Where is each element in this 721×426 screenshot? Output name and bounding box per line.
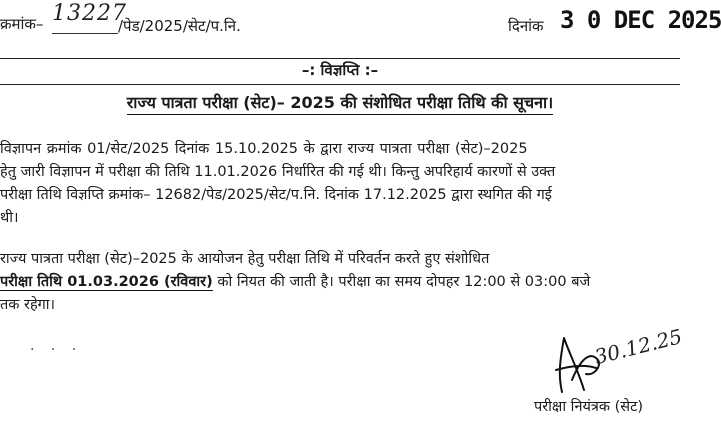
paragraph-1-line: परीक्षा तिथि विज्ञप्ति क्रमांक– 12682/पेड/2025/सेट/प.नि. दिनांक 17.12.2025 द्वारा स्थगित की गई bbox=[0, 187, 552, 203]
heading-bottom-rule bbox=[0, 84, 680, 85]
revised-exam-date: परीक्षा तिथि 01.03.2026 (रविवार) bbox=[0, 274, 213, 290]
reference-suffix: /पेड/2025/सेट/प.नि. bbox=[118, 17, 241, 35]
date-label: दिनांक bbox=[508, 17, 544, 35]
reference-prefix: क्रमांक– bbox=[0, 15, 44, 33]
paragraph-1-line: विज्ञापन क्रमांक 01/सेट/2025 दिनांक 15.10.2025 के द्वारा राज्य पात्रता परीक्षा (सेट)–2025 bbox=[0, 141, 528, 157]
stray-marks: . . . bbox=[30, 338, 83, 354]
date-stamp: 3 0 DEC 2025 bbox=[560, 6, 721, 34]
notice-heading: –: विज्ञप्ति :– bbox=[301, 61, 379, 79]
exam-time-text: को नियत की जाती है। परीक्षा का समय दोपहर 12:00 से 03:00 बजे bbox=[212, 274, 591, 290]
signatory-title: परीक्षा नियंत्रक (सेट) bbox=[534, 399, 644, 415]
paragraph-2 bbox=[0, 248, 676, 317]
subject-line bbox=[0, 91, 680, 113]
paragraph-2-line: राज्य पात्रता परीक्षा (सेट)–2025 के आयोजन हेतु परीक्षा तिथि में परिवर्तन करते हुए संशोधित bbox=[0, 251, 490, 267]
reference-number bbox=[0, 14, 43, 34]
reference-blank-line bbox=[52, 33, 118, 34]
paragraph-2-line bbox=[0, 271, 676, 294]
signature-date: 30.12.25 bbox=[592, 324, 685, 369]
subject-text: राज्य पात्रता परीक्षा (सेट)– 2025 की संशोधित परीक्षा तिथि की सूचना। bbox=[127, 93, 553, 115]
paragraph-1-line: हेतु जारी विज्ञापन में परीक्षा की तिथि 11.01.2026 निर्धारित की गई थी। किन्तु अपरिहार्य कारणों से उक्त bbox=[0, 164, 556, 180]
heading-top-rule bbox=[0, 58, 680, 59]
paragraph-1 bbox=[0, 138, 676, 230]
reference-number-handwritten: 13227 bbox=[52, 1, 127, 26]
paragraph-1-line: थी। bbox=[0, 210, 19, 226]
paragraph-2-line: तक रहेगा। bbox=[0, 297, 56, 313]
